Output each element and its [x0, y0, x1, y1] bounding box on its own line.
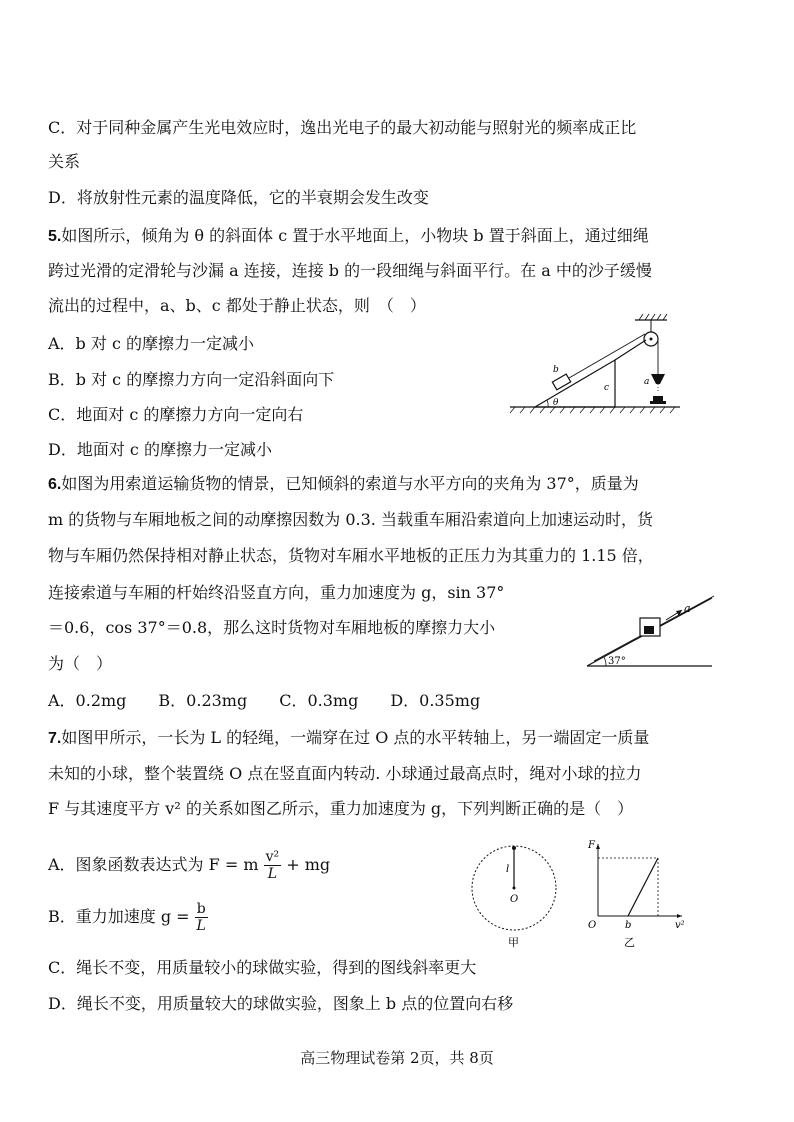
page-footer: 高三物理试卷第 2页，共 8页 — [300, 1049, 494, 1067]
q6-cableway-figure — [582, 590, 722, 674]
q6-stem-line5: ＝0.6，cos 37°＝0.8，那么这时货物对车厢地板的摩擦力大小 — [48, 618, 496, 637]
q5-stem-line2: 跨过光滑的定滑轮与沙漏 a 连接，连接 b 的一段细绳与斜面平行。在 a 中的沙子缓慢 — [48, 261, 652, 280]
q4-option-d: D．将放射性元素的温度降低，它的半衰期会发生改变 — [48, 188, 429, 207]
label-theta: θ — [553, 398, 559, 408]
incline-c — [535, 360, 615, 407]
label-a: a — [644, 377, 650, 387]
label-a-acceleration: a — [684, 602, 691, 615]
q7-option-b-denominator: L — [196, 918, 206, 934]
label-angle: 37° — [608, 656, 626, 667]
q6-stem-line2: m 的货物与车厢地板之间的动摩擦因数为 0.3. 当载重车厢沿索道向上加速运动时，货 — [48, 510, 653, 529]
q7-option-a-denominator: L — [267, 866, 277, 882]
q7-option-a-numerator: v² — [265, 849, 280, 865]
q5-stem-line3: 流出的过程中，a、b、c 都处于静止状态，则 （ ） — [48, 296, 426, 315]
q7-option-b-fraction — [195, 901, 208, 934]
label-f: F — [588, 840, 595, 851]
q5-option-c: C．地面对 c 的摩擦力方向一定向右 — [48, 405, 304, 424]
caption-jia: 甲 — [508, 936, 519, 949]
q7-number: 7. — [48, 730, 62, 747]
q7-option-a-fraction — [264, 849, 282, 882]
q5-line1-text: 如图所示，倾角为 θ 的斜面体 c 置于水平地面上，小物块 b 置于斜面上，通过细绳 — [61, 226, 649, 245]
q7-figure-yi — [584, 838, 694, 950]
q7-stem-line2: 未知的小球，整个装置绕 O 点在竖直面内转动. 小球通过最高点时，绳对小球的拉力 — [48, 764, 642, 783]
caption-yi: 乙 — [624, 936, 635, 949]
q7-option-a-suffix: + mg — [286, 855, 331, 874]
q7-figure-jia — [468, 838, 568, 950]
label-b: b — [553, 365, 559, 375]
q5-option-b: B．b 对 c 的摩擦力方向一定沿斜面向下 — [48, 370, 335, 389]
cargo — [644, 626, 654, 634]
q6-stem-line3: 物与车厢仍然保持相对静止状态，货物对车厢水平地板的正压力为其重力的 1.15 倍， — [48, 546, 654, 565]
q6-stem-line4: 连接索道与车厢的杆始终沿竖直方向，重力加速度为 g，sin 37° — [48, 583, 505, 602]
q7-option-d: D．绳长不变，用质量较大的球做实验，图象上 b 点的位置向右移 — [48, 994, 514, 1013]
ball — [512, 846, 516, 850]
q7-option-a — [48, 848, 330, 882]
q7-option-a-prefix: A．图象函数表达式为 F = m — [48, 855, 259, 874]
q6-number: 6. — [48, 476, 62, 493]
q7-option-b — [48, 900, 208, 934]
label-o: O — [510, 894, 519, 905]
label-b-yi: b — [625, 920, 632, 931]
label-l: l — [506, 864, 510, 875]
q7-option-b-numerator: b — [196, 901, 206, 917]
q5-incline-figure — [505, 312, 685, 417]
q7-line1-text: 如图甲所示，一长为 L 的轻绳，一端穿在过 O 点的水平转轴上，另一端固定一质量 — [61, 728, 650, 747]
q6-options: A．0.2mg B．0.23mg C．0.3mg D．0.35mg — [48, 691, 481, 710]
q6-stem-line6: 为（ ） — [48, 654, 113, 673]
label-c: c — [604, 383, 610, 393]
q7-stem-line3: F 与其速度平方 v² 的关系如图乙所示，重力加速度为 g，下列判断正确的是（ ） — [48, 799, 634, 818]
q4-option-c-line2: 关系 — [48, 152, 81, 171]
q5-number: 5. — [48, 228, 62, 245]
q7-option-b-prefix: B．重力加速度 g = — [48, 907, 190, 926]
q5-option-a: A．b 对 c 的摩擦力一定减小 — [48, 334, 255, 353]
q5-stem-line1 — [48, 226, 649, 247]
q6-line1-text: 如图为用索道运输货物的情景，已知倾斜的索道与水平方向的夹角为 37°，质量为 — [61, 474, 639, 493]
hourglass-a — [651, 374, 665, 384]
q6-stem-line1 — [48, 474, 639, 495]
f-v2-line — [628, 858, 658, 916]
label-o-yi: O — [588, 920, 597, 931]
q4-option-c-line1: C．对于同种金属产生光电效应时，逸出光电子的最大初动能与照射光的频率成正比 — [48, 118, 637, 137]
label-v2: v² — [675, 920, 685, 931]
q7-option-c: C．绳长不变，用质量较小的球做实验，得到的图线斜率更大 — [48, 958, 477, 977]
q7-stem-line1 — [48, 728, 649, 749]
q5-option-d: D．地面对 c 的摩擦力一定减小 — [48, 440, 272, 459]
